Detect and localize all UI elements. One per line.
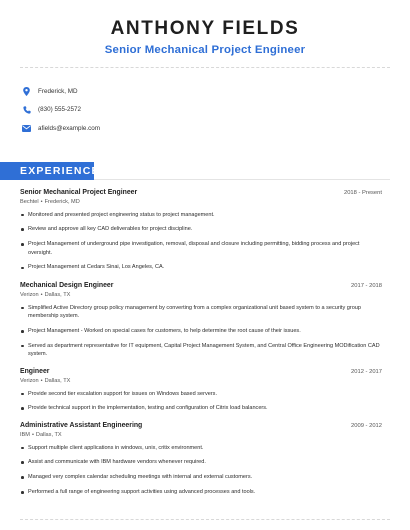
job-location: Dallas, TX xyxy=(44,291,71,298)
separator-dot: • xyxy=(40,377,43,384)
job-title: Senior Mechanical Project Engineer xyxy=(20,189,138,196)
job-bullet: Project Management of underground pipe investigation, removal, disposal and closure including permitting, bidding process and project oversight. xyxy=(20,240,382,257)
phone-icon xyxy=(22,105,31,114)
job-company: Verizon xyxy=(20,291,39,298)
contact-phone xyxy=(22,101,100,119)
job-dates: 2018 - Present xyxy=(343,190,382,196)
job-bullet: Provide second tier escalation support for issues on Windows based servers. xyxy=(20,390,382,399)
job-dates: 2012 - 2017 xyxy=(351,369,382,375)
job-company-location xyxy=(20,432,382,438)
job-bullets xyxy=(20,304,382,359)
contact-email xyxy=(22,119,100,137)
footer-divider xyxy=(20,519,390,520)
resume-header xyxy=(0,0,410,56)
job-bullet: Assist and communicate with IBM hardware vendors whenever required. xyxy=(20,458,382,467)
job-bullet: Monitored and presented project engineering status to project management. xyxy=(20,211,382,220)
experience-heading-rule xyxy=(94,179,390,180)
contact-location-text: Frederick, MD xyxy=(38,87,78,95)
job-bullets xyxy=(20,211,382,273)
job-bullet: Review and approve all key CAD deliverables for project discipline. xyxy=(20,225,382,234)
job-bullet: Performed a full range of engineering support activities using advanced processes and tools. xyxy=(20,488,382,497)
location-pin-icon xyxy=(22,87,31,96)
job-dates: 2017 - 2018 xyxy=(351,283,382,289)
job-bullet: Served as department representative for IT equipment, Capital Project Management System, and Central Office Engineering MODification CAD system. xyxy=(20,342,382,359)
job-entry xyxy=(20,189,382,278)
job-company-location xyxy=(20,199,382,205)
envelope-icon xyxy=(22,124,31,133)
contact-phone-text: (830) 555-2572 xyxy=(38,106,82,113)
contact-email-text: afields@example.com xyxy=(38,124,101,132)
job-company: Verizon xyxy=(20,377,39,384)
job-bullets xyxy=(20,444,382,497)
candidate-name: ANTHONY FIELDS xyxy=(110,18,300,39)
job-title: Administrative Assistant Engineering xyxy=(20,422,143,429)
job-location: Frederick, MD xyxy=(44,198,80,205)
job-location: Dallas, TX xyxy=(44,377,71,384)
job-dates: 2009 - 2012 xyxy=(351,423,382,429)
separator-dot: • xyxy=(40,291,43,298)
experience-heading: EXPERIENCE xyxy=(20,165,100,177)
contact-list xyxy=(22,82,100,138)
job-bullet: Provide technical support in the implementation, testing and configuration of Citrix load balancers. xyxy=(20,404,382,413)
job-bullet: Project Management - Worked on special cases for customers, to help determine the root cause of their issues. xyxy=(20,327,382,336)
separator-dot: • xyxy=(31,431,34,438)
separator-dot: • xyxy=(40,198,43,205)
job-company: IBM xyxy=(20,431,30,438)
job-bullet: Managed very complex calendar scheduling meetings with internal and external customers. xyxy=(20,473,382,482)
job-entry xyxy=(20,368,382,419)
job-company-location xyxy=(20,292,382,298)
contact-location xyxy=(22,82,100,100)
job-bullet: Simplified Active Directory group policy management by converting from a complex organizational unit based system to a security group membership system. xyxy=(20,304,382,321)
job-title: Mechanical Design Engineer xyxy=(20,282,114,289)
job-location: Dallas, TX xyxy=(35,431,62,438)
job-company-location xyxy=(20,378,382,384)
job-company: Bechtel xyxy=(20,198,39,205)
candidate-title: Senior Mechanical Project Engineer xyxy=(104,44,306,56)
job-bullets xyxy=(20,390,382,413)
job-entry xyxy=(20,282,382,365)
job-bullet: Support multiple client applications in windows, unix, critix environment. xyxy=(20,444,382,453)
header-divider xyxy=(20,67,390,68)
job-entry xyxy=(20,422,382,503)
job-bullet: Project Management at Cedars Sinai, Los Angeles, CA. xyxy=(20,263,382,272)
job-title: Engineer xyxy=(20,368,50,375)
